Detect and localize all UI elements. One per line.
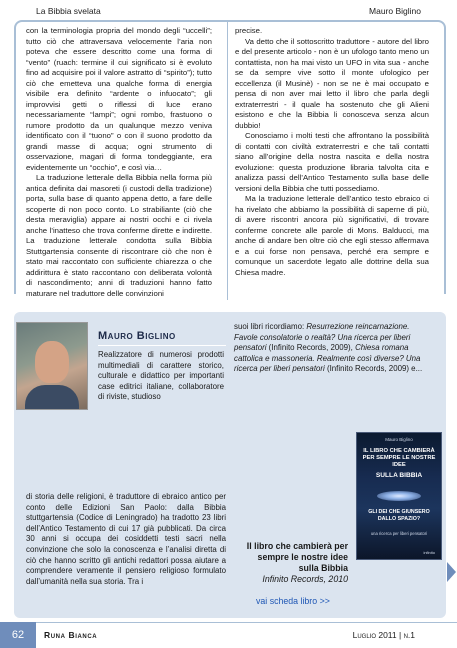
next-page-arrow-icon[interactable] [447, 562, 456, 582]
running-header [0, 0, 457, 18]
paragraph: Ma la traduzione letterale dell’antico testo ebraico ci ha rivelato che abbiamo la possibilità di saperne di più, di avere riscontri ancora più significativi, di trovare conferme concrete alle parole di Mons. Balducci, ma anche di andare ben oltre ciò che egli stesso affermava e a cui forse non pensava, perché era sempre e comunque un sacerdote legato alle dottrine della sua Chiesa madre. [235, 194, 429, 277]
issue-label: Luglio 2011 | n.1 [352, 630, 415, 640]
paragraph: precise. [235, 26, 263, 35]
book-cover-author: Mauro Biglino [385, 437, 413, 442]
book-cover-title: IL LIBRO CHE CAMBIERÀ PER SEMPRE LE NOSTRE IDEE [362, 448, 436, 468]
footer-rule [36, 622, 457, 623]
author-photo [16, 322, 88, 410]
book-details-link[interactable]: vai scheda libro >> [256, 596, 330, 606]
book-cover[interactable] [356, 432, 442, 560]
paragraph: La traduzione letterale della Bibbia nella forma più antica definita dai masoreti (i custodi della tradizione) porta, sulla base di quanto appena detto, a fare delle scoperte di non poco conto. Lo strabiliante (ciò che desta meraviglia) appare ai nostri occhi e ci rivela anche l’inatteso che trova conferme dirette e indirette. La traduzione letterale condotta sulla Bibbia Stuttgartensia consente di riscontrare ciò che non è stato mai raccontato con sufficiente chiarezza o che addirittura è stato raccontano con deliberata volontà di nascondimento; anni di traduzioni hanno fatto maturare nel traduttore delle convinzioni [26, 173, 212, 298]
page-number: 62 [0, 622, 36, 648]
author-shirt [25, 385, 79, 409]
header-section-title: La Bibbia svelata [36, 6, 101, 16]
author-bio-text-bottom: di storia delle religioni, è traduttore di ebraico antico per conto delle Edizioni San Paolo: dalla Bibbia stuttgartensia (Codice di Leningrado) ha tradotto 23 libri dell’Antico Testamento di cui 17 già pubblicati. Da circa 30 anni si occupa dei cosiddetti testi sacri nella convinzione che solo la conoscenza e l’analisi diretta di ciò che hanno scritto gli antichi redattori possa aiutare a comprendere veramente il pensiero religioso formulato dall’umanità nella sua storia. Tra i [26, 492, 226, 586]
paragraph: con la terminologia propria del mondo degli “uccelli”; tutto ciò che attraversava velocemente l’aria non poteva che essere descritto come una forma di “vento” (ruach: termine il cui significato si è evoluto fino ad acquisire poi il valore astratto di “spirito”); tutto ciò che emetteva una qualche forma di energia visibile era definito “ardente o infuocato”; gli improvvisi getti o riflessi di luce erano necessariamente “lampi”; ogni rombo, frastuono o rumore prodotto da un qualunque mezzo veniva identificato con il “tuono” o con il suono prodotto da grandi masse di acqua; ogni strumento di osservazione, magari di forma tondeggiante, era evidentemente un “occhio”, e così via… [26, 26, 212, 172]
author-name: Mauro Biglino [98, 330, 176, 342]
bio-books-text: (Infinito Records, 2009), [266, 343, 356, 353]
bio-books-text: suoi libri ricordiamo: [234, 322, 307, 331]
promo-title: Il libro che cambierà per sempre le nostre idee sulla Bibbia [246, 541, 348, 573]
book-cover-publisher: infinito [423, 550, 435, 555]
ufo-illustration [377, 491, 421, 501]
magazine-name: Runa Bianca [44, 630, 98, 640]
header-author: Mauro Biglino [369, 6, 421, 16]
book-cover-question: GLI DEI CHE GIUNSERO DALLO SPAZIO? [368, 509, 430, 522]
author-bio-text-top: Realizzatore di numerosi prodotti multimediali di carattere storico, culturale e didattico per importanti case editrici italiane, collaboratore di riviste, studioso [98, 350, 224, 402]
author-name-underline [98, 345, 226, 346]
bio-books-text: (Infinito Records, 2009) e... [324, 364, 423, 374]
article-column-right [235, 26, 429, 278]
bio-book-title: Chiesa romana cattolica e massoneria. Realmente così diverse? Una ricerca per liberi pensatori [234, 343, 421, 374]
book-cover-subtitle: SULLA BIBBIA [375, 472, 423, 479]
book-cover-note: una ricerca per liberi pensatori [370, 531, 428, 536]
article-column-left [26, 26, 212, 299]
column-divider [227, 22, 228, 300]
author-face [35, 341, 69, 383]
promo-publisher: Infinito Records, 2010 [262, 574, 348, 584]
bio-book-title: Resurrezione reincarnazione. Favole consolatorie o realtà? Una ricerca per liberi pensatori [234, 322, 411, 353]
paragraph: Va detto che il sottoscritto traduttore - autore del libro e del presente articolo - non è un ufologo tanto meno un contattista, non ha mai visto un UFO in vita sua - anche se da sempre vive sotto il monte ufologico per eccellenza (il Musinè) - non se ne è mai occupato e pensa di non aver mai letto il libro che parla degli extraterrestri - il quale ha sostenuto che gli Alieni esistono e che la Bibbia li conosceva senza alcun dubbio! [235, 36, 429, 130]
book-promo [236, 541, 348, 585]
paragraph: Conosciamo i molti testi che affrontano la possibilità di contatti con civiltà extraterrestri e che tali contatti siano all’origine della nostra nascita e della nostra evoluzione: questa produzione libraria talvolta cita e analizza passi dell’Antico Testamento sulla base delle versioni della Bibbia che tutti possediamo. [235, 131, 429, 193]
author-bio-books [234, 322, 426, 375]
